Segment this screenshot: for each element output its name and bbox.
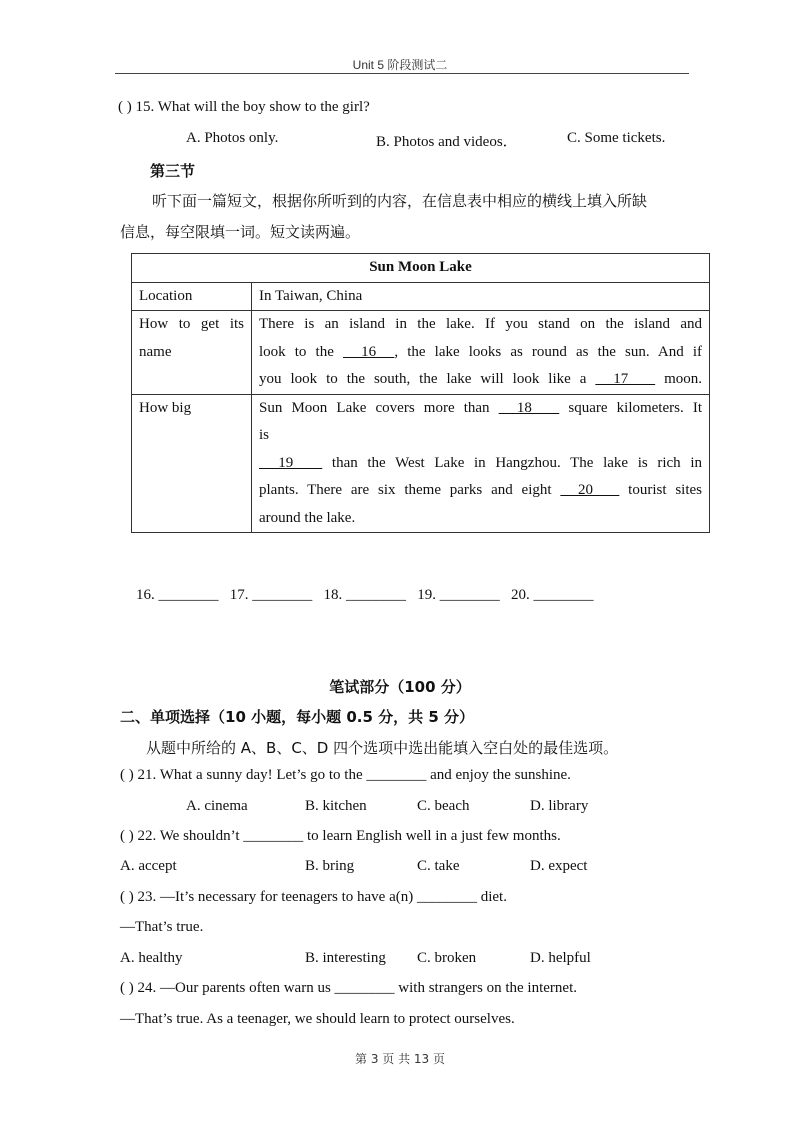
blank-20: 20 (560, 482, 620, 498)
dialogue-reply: —That’s true. As a teenager, we should learn to protect ourselves. (120, 1011, 515, 1027)
section-instruction-1: 听下面一篇短文，根据你所听到的内容，在信息表中相应的横线上填入所缺 (152, 192, 648, 210)
blank-16: 16 (342, 343, 395, 360)
table-title: Sun Moon Lake (132, 254, 710, 283)
row-content-size (252, 394, 710, 533)
part2-instruction: 从题中所给的 A、B、C、D 四个选项中选出能填入空白处的最佳选项。 (146, 739, 619, 757)
answer-paren: ( ) (118, 99, 132, 115)
question-stem: 23. —It’s necessary for teenagers to have a(n) ________ diet. (137, 889, 507, 905)
question-stem: 21. What a sunny day! Let’s go to the ________ and enjoy the sunshine. (137, 767, 571, 783)
option-a: A. healthy (120, 950, 183, 966)
text: , the lake looks as round as the sun. And if (394, 343, 702, 360)
content-line: is (259, 427, 270, 443)
text: than the West Lake in Hangzhou. The lake is rich in (322, 454, 702, 471)
question-24 (120, 980, 577, 997)
blank-18: 18 (498, 399, 560, 416)
text: tourist sites (619, 482, 702, 498)
option-d: D. helpful (530, 950, 591, 966)
option-d: D. expect (530, 858, 588, 874)
text: look to the (259, 343, 343, 360)
page-footer: 第 3 页 共 13 页 (355, 1052, 445, 1066)
row-content-location: In Taiwan, China (252, 282, 710, 311)
answer-paren: ( ) (120, 828, 134, 844)
row-content-name (252, 311, 710, 395)
question-stem: 15. What will the boy show to the girl? (135, 99, 370, 115)
option-d: D. library (530, 798, 589, 814)
text: plants. There are six theme parks and eight (259, 482, 561, 498)
option-c: C. Some tickets. (567, 130, 666, 146)
question-22 (120, 828, 561, 845)
text: Sun Moon Lake covers more than (259, 399, 499, 416)
dialogue-reply: —That’s true. (120, 919, 204, 935)
written-part-title: 笔试部分（100 分） (329, 678, 471, 696)
question-15 (118, 99, 370, 116)
text: square kilometers. It (559, 399, 702, 416)
content-line: around the lake. (259, 509, 356, 526)
option-a: A. cinema (186, 798, 248, 814)
section-title: 第三节 (150, 162, 196, 180)
blank-19: 19 (259, 454, 323, 471)
answer-paren: ( ) (120, 889, 134, 905)
row-label-name (132, 311, 252, 395)
content-line (259, 450, 702, 478)
blank-17: 17 (595, 371, 656, 387)
content-line: There is an island in the lake. If you stand on the island and (259, 316, 702, 332)
text: you look to the south, the lake will look like a (259, 371, 596, 387)
answer-paren: ( ) (120, 980, 134, 996)
option-c: C. take (417, 858, 460, 874)
label-line: How to get its (139, 316, 244, 332)
question-stem: 24. —Our parents often warn us ________ with strangers on the internet. (137, 980, 577, 996)
content-line (259, 339, 702, 367)
option-a: A. accept (120, 858, 177, 874)
content-line (259, 477, 702, 505)
option-b: B. bring (305, 858, 355, 874)
question-23 (120, 889, 507, 906)
content-line (259, 395, 702, 423)
row-label-size: How big (132, 394, 252, 533)
answer-paren: ( ) (120, 767, 134, 783)
question-21 (120, 767, 571, 784)
option-b: B. Photos and videos． (376, 134, 518, 150)
option-c: C. beach (417, 798, 470, 814)
option-a: A. Photos only. (186, 130, 279, 146)
info-table (131, 253, 710, 533)
page-header: Unit 5 阶段测试二 (352, 58, 448, 72)
text: moon. (655, 371, 702, 387)
option-b: B. interesting (305, 950, 386, 966)
answer-blanks: 16. ________ 17. ________ 18. ________ 19. ________ 20. ________ (136, 587, 594, 603)
section-instruction-2: 信息，每空限填一词。短文读两遍。 (120, 223, 361, 241)
question-stem: 22. We shouldn’t ________ to learn English well in a just few months. (137, 828, 561, 844)
label-line: name (139, 343, 172, 360)
option-b: B. kitchen (305, 798, 367, 814)
row-label-location: Location (132, 282, 252, 311)
content-line (259, 366, 702, 394)
option-c: C. broken (417, 950, 477, 966)
part2-title: 二、单项选择（10 小题，每小题 0.5 分，共 5 分） (120, 708, 474, 726)
header-rule (115, 73, 689, 74)
